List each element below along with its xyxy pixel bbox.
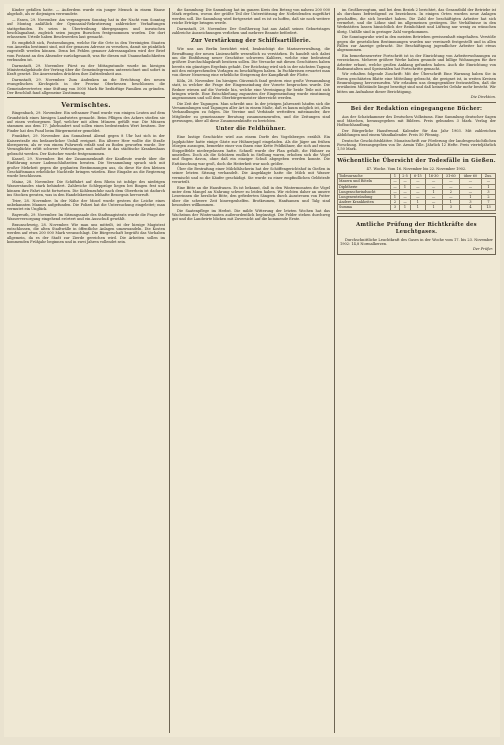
table-cell: — xyxy=(391,179,400,184)
article-paragraph: Kassel, 29. November. Bei der Zusammenkunft der Kaufleute wurde über die Einführung neuer Ladenschlußzeiten beraten. Die Versammlung sprach sich mit großer Mehrheit gegen die geplanten Bestimmungen aus, da diese für den kleinen Geschäftsmann erhebliche Nachteile bringen würden. Eine Eingabe an die Regierung wurde beschlossen. xyxy=(7,157,165,179)
table-cell: — xyxy=(442,179,459,184)
signature: Der Prüfer. xyxy=(473,247,493,252)
article-paragraph: Eine lustige Geschichte wird aus einem Dorfe des Vogelsberges erzählt. Ein Jagdpächter hatte einige Gäste zur Hühnerjagd eingeladen. Als die Jäger am frühen Morgen auszogen, bemerkte einer von ihnen eine Kette Feldhühner, die sich auf einem Stoppelfelde niedergelassen hatte. Schnell wurde der Plan gefaßt, die Hühner zu umstellen. Doch als die Schützen endlich in Stellung waren, erhoben sich die Vögel und flogen davon, ohne daß ein einziger Schuß abgegeben werden konnte. Die Enttäuschung war groß, doch die Heiterkeit war noch größer. xyxy=(172,135,330,166)
table-cell: 2 xyxy=(481,194,495,199)
article-paragraph: Durchschnittliche Leuchtkraft des Gases in der Woche vom 17. bis 23. November 1902: 14,8 Normalkerzen. xyxy=(340,237,493,246)
article-paragraph: Frankfurt, 29. November. Am Sonnabend Abend gegen 8 Uhr hat sich in der Kaiserstraße ein bedauerlicher Unfall ereignet. Ein älterer Herr wollte die Straße überqueren, als er von einem Fuhrwerk erfaßt und zu Boden geworfen wurde. Der Verunglückte erlitt schwere Verletzungen und mußte in das städtische Krankenhaus gebracht werden. Der Kutscher wurde festgenommen. xyxy=(7,134,165,156)
table-header-cell: 16-30 xyxy=(425,174,442,179)
table-cell: Lungenschwindsucht xyxy=(338,189,391,194)
table-header-cell: 1 xyxy=(391,174,400,179)
table-cell: — xyxy=(411,189,425,194)
section-heading: Bei der Redaktion eingegangene Bücher: xyxy=(350,105,483,112)
section-heading: Unter die Feldhühner. xyxy=(215,126,287,133)
article-paragraph: im Großherzogtum, und bei dem Bezirk 2 berichtet, das Gesamtbild der Betriebe ist als durchaus befriedigend zu bezeichnen. In einigen Orten wurden neue Anlagen geschaffen, die sich bewährt haben. Die Zahl der beschäftigten Arbeiter hat sich vermehrt, und die Löhne sind im allgemeinen gestiegen. Die Verhältnisse in den Werkstätten lassen hinsichtlich der Reinlichkeit und Lüftung nur wenig zu wünschen übrig. Unfälle sind in geringer Zahl vorgekommen. xyxy=(337,8,496,34)
column-right xyxy=(337,8,496,733)
article-paragraph: Ein bemerkenswerter Fortschritt ist in der Einrichtung von Arbeiterwohnungen zu verzeichnen. Mehrere größere Werke haben gesunde und billige Wohnungen für ihre Arbeiter erbaut, welche großen Anklang gefunden haben. Auch die Einrichtung von Badeanstalten und Speisesälen hat Fortschritte gemacht. xyxy=(337,53,496,71)
article-paragraph: Köln, 28. November. Im hiesigen Gürzenich fand gestern eine große Versammlung statt, in welcher die Frage der Eingemeindung der Vororte besprochen wurde. Die Redner wiesen auf die Vorteile hin, welche eine Vereinigung für beide Teile mit sich bringen würde. Eine Entschließung zugunsten der Eingemeindung wurde einstimmig angenommen und soll dem Oberbürgermeister überreicht werden. xyxy=(172,78,330,101)
article-paragraph: Darmstadt, 29. November. Zum Andenken an die Errichtung des neuen evangelischen Kirchspiels in der Provinz Oberhessen beschlossen die Gemeindevertreter, eine Stiftung von 5000 Mark für bedürftige Familien zu gründen. Der Beschluß fand allgemeine Zustimmung. xyxy=(7,77,165,95)
section-heading: Zur Verstärkung der Schiffsartillerie. xyxy=(190,38,312,45)
table-row xyxy=(338,189,496,194)
table-cell: 1 xyxy=(425,205,442,210)
table-cell: — xyxy=(459,179,481,184)
table-header-row xyxy=(338,174,496,179)
table-cell: 1 xyxy=(391,194,400,199)
table-cell: — xyxy=(391,189,400,194)
table-cell: 1 xyxy=(459,194,481,199)
table-cell: — xyxy=(442,194,459,199)
table-cell: 2 xyxy=(391,200,400,205)
table-cell: — xyxy=(411,184,425,189)
table-cell: — xyxy=(425,194,442,199)
section-heading: Vermischtes. xyxy=(61,101,111,110)
table-header-cell: über 60 xyxy=(459,174,481,179)
article-paragraph: Braunschweig, 28. November. Wie man uns mitteilt, ist der hiesige Magistrat entschlossen, die alten Stadtwälle in öffentliche Anlagen umzuwandeln. Die Kosten werden auf etwa 200 000 Mark veranschlagt. Die Bürgerschaft begrüßt das Vorhaben allgemein, da es der Stadt zur Zierde gereichen wird. Die Arbeiten sollen im kommenden Frühjahr beginnen und in zwei Jahren vollendet sein. xyxy=(7,222,165,245)
table-body xyxy=(338,179,496,210)
table-cell: 1 xyxy=(411,200,425,205)
book-listing: Deutsche Geschichtsblätter. Monatsschrift zur Förderung der landesgeschichtlichen Forschung. Herausgegeben von Dr. Armin Tille. Jährlich 12 Hefte. Preis vierteljährlich 1,50 Mark. xyxy=(337,138,496,152)
article-paragraph: Eine Bitte an die Hausfrauen. Es ist bekannt, daß in den Wintermonaten die Vögel unter dem Mangel an Nahrung schwer zu leiden haben. Wir richten daher an unsere Leserinnen die herzliche Bitte, den gefiederten Sängern durch Ausstreuen von Futter über die schwere Zeit hinwegzuhelfen. Brotkrumen, Hanfsamen und Talg sind besonders willkommen. xyxy=(172,185,330,207)
table-cell: 1 xyxy=(399,205,410,210)
section-heading: Wöchentliche Übersicht der Todesfälle in Gießen. xyxy=(337,157,496,164)
table-header-cell: Zus. xyxy=(481,174,495,179)
article-paragraph: Ringenbach, 29. November. Ein seltsamer Fund wurde von einigen Leuten auf dem Grundstück eines hiesigen Landwirtes gemacht. Beim Pflügen des Ackers stießen sie auf einen verborgenen Topf, welcher mit alten Münzen gefüllt war. Die Münzen stammen aus dem 17. Jahrhundert und sollen einen bedeutenden Wert besitzen. Der Finder hat den Fund beim Bürgermeister gemeldet. xyxy=(7,111,165,133)
notice-box xyxy=(337,216,496,255)
table-cell: 4 xyxy=(459,205,481,210)
table-row xyxy=(338,179,496,184)
article-paragraph: Die Saatenpflege im Herbst. Die milde Witterung der letzten Wochen hat das Wachstum der Wintersaaten außerordentlich begünstigt. Die Felder stehen durchweg gut und die Landwirte blicken mit Zuversicht auf die kommende Ernte. xyxy=(172,208,330,222)
table-cell: 3 xyxy=(481,189,495,194)
signature: Die Direktion. xyxy=(470,95,496,100)
table-cell: — xyxy=(391,184,400,189)
article-paragraph: die Sammlung: Die Sammlung hat im ganzen Kreis den Betrag von nahezu 200 000 Mark ergeben, wovon der größte Teil der Unterstützung der Notleidenden zugeführt werden soll. Die Sammlung wird fortgesetzt und es ist zu hoffen, daß sie noch weitere reiche Erträge bringen werde. xyxy=(172,8,330,26)
article-paragraph: Mainz, 28. November. Die Schiffahrt auf dem Rhein ist infolge des niedrigen Wasserstandes stark behindert. Zahlreiche Schleppzüge liegen bei Bingen fest und können ihre Fahrt nicht fortsetzen. Die Kohlenzufuhr nach dem Oberrhein ist dadurch ins Stocken geraten, was in den Handelskreisen lebhafte Besorgnis hervorruft. xyxy=(7,180,165,198)
table-cell: — xyxy=(399,179,410,184)
column-left xyxy=(7,8,165,733)
table-cell: — xyxy=(481,179,495,184)
table-cell: 13 xyxy=(481,205,495,210)
section-divider xyxy=(337,154,496,155)
table-cell: 1 xyxy=(425,189,442,194)
table-cell: 1 xyxy=(442,200,459,205)
column-middle xyxy=(172,8,330,733)
table-cell: — xyxy=(425,184,442,189)
section-divider xyxy=(337,102,496,103)
article-paragraph: Wie uns aus Berlin berichtet wird, beabsichtigt die Marineverwaltung, die Bewaffnung der neuen Linienschiffe wesentlich zu verstärken. Es handelt sich dabei um die Einführung neuer Geschütze schweren Kalibers, welche eine bedeutend größere Durchschlagskraft besitzen sollen. Die Versuche mit diesen Geschützen haben bereits ein günstiges Ergebnis gehabt. Der Reichstag wird sich in der nächsten Tagung mit den entsprechenden Vorlagen zu beschäftigen haben. In Fachkreisen erwartet man von dieser Neuerung eine erhebliche Steigerung der Kampfkraft der Flotte. xyxy=(172,47,330,78)
newspaper-page xyxy=(4,4,500,737)
table-cell: — xyxy=(459,189,481,194)
article-paragraph: Darmstadt, 29. November. Der Großherzog hat aus Anlaß seines Geburtstages zahlreiche Auszeichnungen verliehen und mehrere Beamte befördert. xyxy=(172,26,330,35)
table-cell: — xyxy=(442,184,459,189)
table-cell: Andere Krankheiten xyxy=(338,200,391,205)
article-paragraph: Es empfiehlt sich, Postsendungen, welche für die Orte in den Vereinigten Staaten von Amerika bestimmt sind, mit der genauen Adresse zu versehen, damit sie pünktlich zugestellt werden können. Denn bei Fehlen genauer Adressangaben wird der Brief vom Postamt an den Absender zurückgesandt, was für diesen mit Unannehmlichkeiten verbunden ist. xyxy=(7,40,165,63)
mortality-table xyxy=(337,173,496,210)
table-row xyxy=(338,205,496,210)
section-divider xyxy=(337,213,496,214)
table-cell: Diphtherie xyxy=(338,184,391,189)
table-cell: 3 xyxy=(459,200,481,205)
column-divider xyxy=(334,8,335,733)
table-header-cell: Todesursache xyxy=(338,174,391,179)
table-cell: — xyxy=(399,200,410,205)
article-paragraph: Bayreuth, 29. November. Im Sitzungssaale des Stadtmagistrats wurde die Frage der Wasserversorgung eingehend erörtert und ein Ausschuß gewählt. xyxy=(7,212,165,222)
table-cell: 3 xyxy=(391,205,400,210)
book-listing: Aus der Schatzkammer des Deutschen Volkstums. Eine Sammlung deutscher Sagen und Märchen, herausgegeben mit Bildern. Preis gebunden 3 Mark. Verlag der Hofbuchhandlung. xyxy=(337,114,496,128)
table-cell: 3 xyxy=(442,205,459,210)
table-cell: — xyxy=(459,184,481,189)
table-cell: — xyxy=(399,194,410,199)
table-cell: — xyxy=(425,179,442,184)
article-paragraph: Die Zeit der Tagungen. Man schreibt uns: In der jetzigen Jahreszeit häufen sich die Versammlungen und Tagungen aller Art in einem Maße, daß es kaum möglich ist, allen Verhandlungen zu folgen. Die Vereine und Verbände wetteifern miteinander, ihre Mitglieder zu gemeinsamer Beratung zusammenzurufen, und die Zeitungen sind gezwungen, über all diese Zusammenkünfte zu berichten. xyxy=(172,101,330,124)
table-cell: 7 xyxy=(481,200,495,205)
table-cell: — xyxy=(411,179,425,184)
table-cell: Lungenentzündung xyxy=(338,194,391,199)
article-paragraph: Die Sonntagsruhe wird in den meisten Betrieben gewissenhaft eingehalten. Verstöße gegen die gesetzlichen Bestimmungen wurden nur vereinzelt festgestellt und in allen Fällen zur Anzeige gebracht. Die Beschäftigung jugendlicher Arbeiter hat etwas abgenommen. xyxy=(337,35,496,53)
table-header-cell: 31-60 xyxy=(442,174,459,179)
table-cell: — xyxy=(411,194,425,199)
article-paragraph: — Essen, 29. November. Am vergangenen Sonntag hat in der Nacht vom Sonntag auf Montag anläßlich der Gymnasial-Rekrutierung zahlreicher Verhaftungen stattgefunden. Es seien in Übertreibung übergegangen und inzwischen beschlagnahmt, zugleich seien jungen Burschen festgenommen worden. Die dort erlassenen Urteile haben Beschwerden laut gemacht. xyxy=(7,17,165,40)
section-heading: Amtliche Prüfung der Richtkräfte des Leuchtgases. xyxy=(356,221,477,235)
table-cell: Summa xyxy=(338,205,391,210)
table-cell: 1 xyxy=(411,205,425,210)
article-paragraph: Trier, 28. November. In der Nähe der Mosel wurde gestern die Leiche eines unbekannten Mannes aufgefunden. Die Polizei hat die Untersuchung eingeleitet; man vermutet ein Unglück. xyxy=(7,198,165,212)
table-cell: — xyxy=(399,189,410,194)
table-cell: 1 xyxy=(399,184,410,189)
table-cell: Masern und Röteln xyxy=(338,179,391,184)
column-divider xyxy=(169,8,170,733)
table-cell: 2 xyxy=(442,189,459,194)
table-header-cell: 2-5 xyxy=(399,174,410,179)
table-header-cell: 6-15 xyxy=(411,174,425,179)
book-listing: Der Bürgerliche Hausfreund. Kalender für das Jahr 1903. Mit zahlreichen Abbildungen und einem Wandkalender. Preis 50 Pfennig. xyxy=(337,128,496,138)
table-cell: — xyxy=(425,200,442,205)
article-paragraph: Kinder gefallen hatte. — Außerdem wurde ein junger Mensch in einem Hause abgeholt, als er diejenigen verwundete. xyxy=(7,8,165,17)
table-cell: 1 xyxy=(481,184,495,189)
article-paragraph: Darmstadt, 29. November. Fürst zu der Mittagsstunde wurde im hiesigen Ministerialgebäude der Vertrag über die Gemeindegrenzen unterzeichnet und sofort in Kraft gesetzt. Die Anwesenden drückten ihre Zufriedenheit aus. xyxy=(7,63,165,77)
article-paragraph: Wir erhalten folgende Zuschrift: Mit der Überschrift Eine Warnung haben Sie in Ihrem geschätzten Blatte eine Mitteilung gebracht, die geeignet ist, in weiten Kreisen Beunruhigung hervorzurufen. Wir erlauben uns demgegenüber festzustellen, daß die erwähnten Mißstände längst beseitigt sind und daß keinerlei Gefahr mehr besteht. Wir bitten um Aufnahme dieser Berichtigung. xyxy=(337,72,496,94)
section-divider xyxy=(7,97,165,98)
table-subtitle: 47. Woche. Vom 16. November bis 22. November 1902. xyxy=(366,166,467,171)
article-paragraph: Über die Bestrafung einer Milchfälscherin hat der Schöffengerichtshof in Gießen in seiner letzten Sitzung verhandelt. Die Angeklagte hatte die Milch mit Wasser vermischt und so die Käufer geschädigt. Sie wurde zu einer empfindlichen Geldstrafe verurteilt. xyxy=(172,167,330,185)
